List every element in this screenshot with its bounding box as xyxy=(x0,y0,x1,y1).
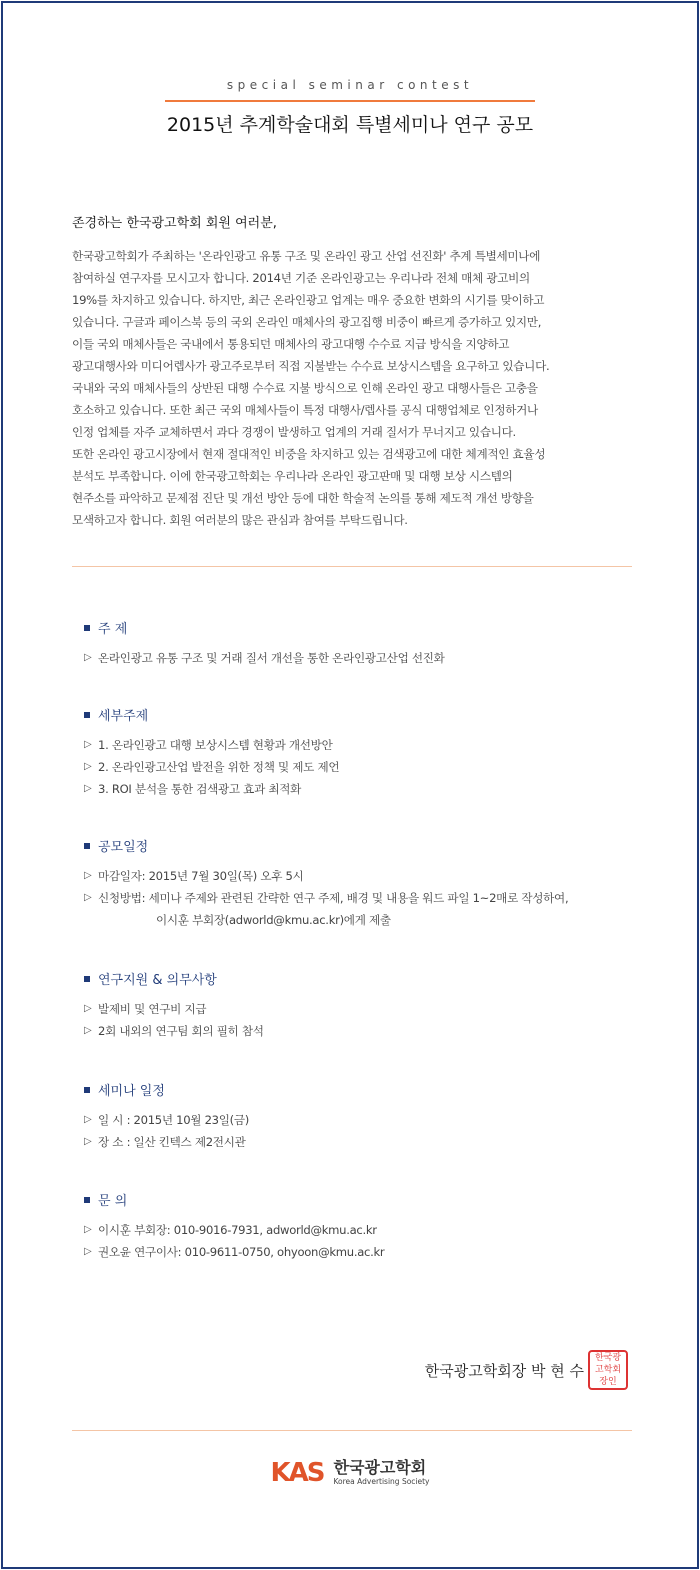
triangle-right-icon: ▷ xyxy=(84,1136,92,1147)
list-item: ▷ 마감일자: 2015년 7월 30일(목) 오후 5시 xyxy=(84,865,644,887)
intro-paragraph xyxy=(72,245,632,531)
intro-line: 모색하고자 합니다. 회원 여러분의 많은 관심과 참여를 부탁드립니다. xyxy=(72,513,408,527)
list-item: ▷ 3. ROI 분석을 통한 검색광고 효과 최적화 xyxy=(84,778,644,800)
list-item: ▷ 이시훈 부회장: 010-9016-7931, adworld@kmu.ac.kr xyxy=(84,1219,644,1241)
intro-line: 한국광고학회가 주최하는 '온라인광고 유통 구조 및 온라인 광고 산업 선진화' 추계 특별세미나에 xyxy=(72,249,541,263)
section-seminar xyxy=(84,1080,644,1153)
section-topic xyxy=(84,618,644,669)
signature-block xyxy=(425,1350,628,1390)
signature-text: 한국광고학회장 박 현 수 xyxy=(424,1361,584,1380)
section-support xyxy=(84,969,644,1042)
section-title: 공모일정 xyxy=(98,840,149,855)
header-divider xyxy=(165,100,535,102)
section-title: 세미나 일정 xyxy=(98,1084,165,1099)
list-item: ▷ 권오윤 연구이사: 010-9611-0750, ohyoon@kmu.ac.kr xyxy=(84,1241,644,1263)
footer-divider xyxy=(72,1430,632,1431)
list-item: ▷ 1. 온라인광고 대행 보상시스템 현황과 개선방안 xyxy=(84,734,644,756)
intro-line: 이들 국외 매체사들은 국내에서 통용되던 매체사의 광고대행 수수료 지급 방식을 지양하고 xyxy=(72,337,510,351)
logo-text xyxy=(333,1459,429,1487)
triangle-right-icon: ▷ xyxy=(84,892,92,903)
logo-korean-name: 한국광고학회 xyxy=(333,1458,427,1477)
section-title: 주 제 xyxy=(98,622,128,637)
square-bullet-icon xyxy=(84,1087,90,1093)
intro-line: 국내와 국외 매체사들의 상반된 대행 수수료 지불 방식으로 인해 온라인 광고 대행사들은 고충을 xyxy=(72,381,538,395)
intro-line: 또한 온라인 광고시장에서 현재 절대적인 비중을 차지하고 있는 검색광고에 대한 체계적인 효율성 xyxy=(72,447,546,461)
triangle-right-icon: ▷ xyxy=(84,1025,92,1036)
seal-stamp-icon xyxy=(588,1350,628,1390)
intro-line: 인정 업체를 자주 교체하면서 과다 경쟁이 발생하고 업계의 거래 질서가 무너지고 있습니다. xyxy=(72,425,516,439)
intro-line: 호소하고 있습니다. 또한 최근 국외 매체사들이 특정 대행사/렙사를 공식 대행업체로 인정하거나 xyxy=(72,403,538,417)
page-title: 2015년 추계학술대회 특별세미나 연구 공모 xyxy=(166,114,534,136)
section-title: 연구지원 & 의무사항 xyxy=(98,973,217,988)
list-item: ▷ 일 시 : 2015년 10월 23일(금) xyxy=(84,1109,644,1131)
intro-divider xyxy=(72,566,632,567)
list-item: ▷ 2회 내외의 연구팀 회의 필히 참석 xyxy=(84,1020,644,1042)
list-item: ▷ 발제비 및 연구비 지급 xyxy=(84,998,644,1020)
list-item: ▷ 장 소 : 일산 킨텍스 제2전시관 xyxy=(84,1131,644,1153)
triangle-right-icon: ▷ xyxy=(84,870,92,881)
section-contact xyxy=(84,1190,644,1263)
triangle-right-icon: ▷ xyxy=(84,652,92,663)
triangle-right-icon: ▷ xyxy=(84,1003,92,1014)
list-item: ▷ 2. 온라인광고산업 발전을 위한 정책 및 제도 제언 xyxy=(84,756,644,778)
section-subtopics xyxy=(84,705,644,800)
intro-line: 19%를 차지하고 있습니다. 하지만, 최근 온라인광고 업계는 매우 중요한 변화의 시기를 맞이하고 xyxy=(72,293,545,307)
section-title: 세부주제 xyxy=(98,709,149,724)
intro-line: 광고대행사와 미디어렙사가 광고주로부터 직접 지불받는 수수료 보상시스템을 요구하고 있습니다. xyxy=(72,359,550,373)
intro-line: 있습니다. 구글과 페이스북 등의 국외 온라인 매체사의 광고집행 비중이 빠르게 증가하고 있지만, xyxy=(72,315,542,329)
intro-line: 참여하실 연구자를 모시고자 합니다. 2014년 기준 온라인광고는 우리나라 전체 매체 광고비의 xyxy=(72,271,530,285)
triangle-right-icon: ▷ xyxy=(84,1224,92,1235)
list-item: ▷ 온라인광고 유통 구조 및 거래 질서 개선을 통한 온라인광고산업 선진화 xyxy=(84,647,644,669)
triangle-right-icon: ▷ xyxy=(84,783,92,794)
triangle-right-icon: ▷ xyxy=(84,1246,92,1257)
page-header xyxy=(0,78,700,137)
triangle-right-icon: ▷ xyxy=(84,761,92,772)
square-bullet-icon xyxy=(84,976,90,982)
seal-text: 한국광고학회장인 xyxy=(594,1353,622,1387)
eyebrow-text: special seminar contest xyxy=(226,78,474,92)
triangle-right-icon: ▷ xyxy=(84,739,92,750)
intro-line: 현주소를 파악하고 문제점 진단 및 개선 방안 등에 대한 학술적 논의를 통해 제도적 개선 방향을 xyxy=(72,491,534,505)
greeting: 존경하는 한국광고학회 회원 여러분, xyxy=(72,216,277,231)
square-bullet-icon xyxy=(84,625,90,631)
list-item: ▷ 신청방법: 세미나 주제와 관련된 간략한 연구 주제, 배경 및 내용을 워드 파일 1~2매로 작성하여, xyxy=(84,887,644,909)
section-schedule xyxy=(84,836,644,931)
logo-english-name: Korea Advertising Society xyxy=(333,1477,430,1486)
intro-line: 분석도 부족합니다. 이에 한국광고학회는 우리나라 온라인 광고판매 및 대행 보상 시스템의 xyxy=(72,469,513,483)
square-bullet-icon xyxy=(84,712,90,718)
square-bullet-icon xyxy=(84,1197,90,1203)
list-item-continuation: 이시훈 부회장(adworld@kmu.ac.kr)에게 제출 xyxy=(156,913,391,927)
kas-logo-icon: KAS xyxy=(270,1458,324,1488)
square-bullet-icon xyxy=(84,843,90,849)
section-title: 문 의 xyxy=(98,1194,128,1209)
footer-logo xyxy=(0,1458,700,1488)
intro-block xyxy=(72,212,632,531)
triangle-right-icon: ▷ xyxy=(84,1114,92,1125)
